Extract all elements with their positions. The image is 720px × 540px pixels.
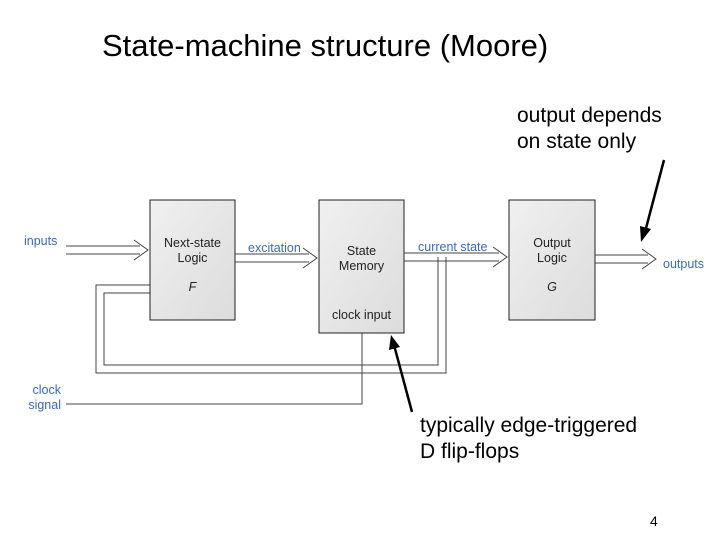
- function-f-label: F: [188, 280, 197, 294]
- signal-label: signal: [28, 398, 61, 412]
- annotation-line: on state only: [517, 130, 637, 153]
- function-g-label: G: [547, 280, 557, 294]
- next-state-label: Next-state: [164, 236, 221, 250]
- annotation-line: output depends: [517, 104, 662, 127]
- outputs-arrow: [595, 249, 656, 269]
- current-state-label: current state: [418, 240, 488, 254]
- annotation-line: D flip-flops: [420, 440, 520, 463]
- clock-line: [66, 333, 362, 404]
- pointer-arrow-outputs: [640, 160, 664, 242]
- output-label: Output: [533, 236, 571, 250]
- annotation-line: typically edge-triggered: [420, 414, 638, 437]
- next-state-logic-block: [150, 200, 235, 320]
- logic-label: Logic: [537, 251, 567, 265]
- state-memory-block: [319, 200, 404, 333]
- inputs-arrow: [66, 240, 148, 260]
- clock-input-label: clock input: [331, 308, 392, 322]
- clock-label: clock: [32, 383, 61, 397]
- slide-title: State-machine structure (Moore): [102, 28, 549, 63]
- excitation-label: excitation: [248, 241, 301, 255]
- outputs-label: outputs: [663, 257, 705, 271]
- page-number: 4: [650, 513, 658, 529]
- logic-label: Logic: [177, 251, 208, 265]
- memory-label: Memory: [338, 259, 385, 273]
- output-logic-block: [509, 200, 595, 320]
- inputs-label: inputs: [24, 234, 58, 248]
- state-label: State: [346, 244, 377, 258]
